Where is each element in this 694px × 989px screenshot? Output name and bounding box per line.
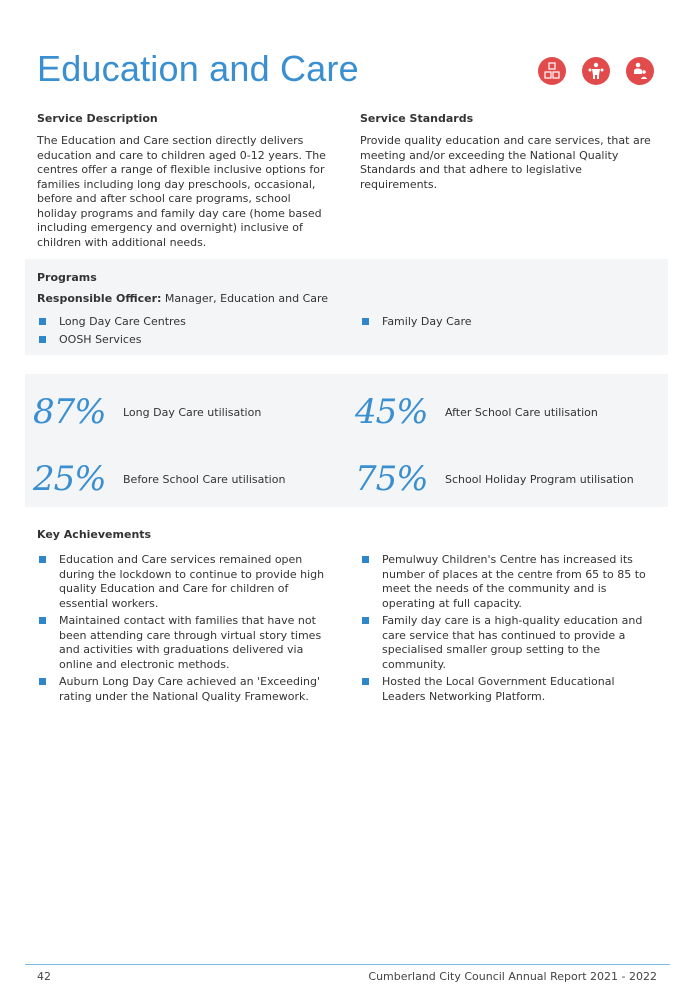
list-item: Maintained contact with families that have not been attending care through virtual story times and activities with graduations delivered via online and electronic methods. (37, 614, 337, 672)
service-description-text: The Education and Care section directly delivers education and care to children aged 0-12 years. The centres offer a range of flexible inclusive options for families including long day preschools, occasional, before and after school care programs, school holiday programs and family day care (home based including emergency and overnight) inclusive of children with additional needs. (37, 134, 326, 249)
bullet-icon (39, 318, 46, 325)
list-item: Hosted the Local Government Educational Leaders Networking Platform. (360, 675, 660, 704)
child-care-icon (626, 57, 654, 85)
bullet-icon (362, 678, 369, 685)
blocks-icon (538, 57, 566, 85)
stat-label: After School Care utilisation (445, 405, 598, 419)
stat-value: 75% (355, 459, 428, 499)
stat-label: Before School Care utilisation (123, 472, 286, 486)
stat-value: 45% (355, 392, 428, 432)
bullet-icon (39, 678, 46, 685)
stat-value: 87% (33, 392, 106, 432)
list-item: Education and Care services remained open during the lockdown to continue to provide high quality Education and Care for children of essential workers. (37, 553, 337, 611)
list-item: Pemulwuy Children's Centre has increased its number of places at the centre from 65 to 85 to meet the needs of the community and is operating at full capacity. (360, 553, 660, 611)
bullet-icon (362, 318, 369, 325)
family-icon (582, 57, 610, 85)
officer-label: Responsible Officer: (37, 292, 162, 305)
key-achievements-heading: Key Achievements (37, 528, 152, 541)
bullet-icon (362, 617, 369, 624)
stats-panel (25, 374, 668, 507)
footer-text: Cumberland City Council Annual Report 2021 - 2022 (368, 970, 657, 983)
footer-divider (25, 964, 670, 965)
service-description-heading: Service Description (37, 112, 158, 125)
list-item: Family day care is a high-quality education and care service that has continued to provide a specialised smaller group setting to the community. (360, 614, 660, 672)
stat-label: Long Day Care utilisation (123, 405, 262, 419)
programs-panel (25, 259, 668, 355)
bullet-icon (362, 556, 369, 563)
stat-value: 25% (33, 459, 106, 499)
programs-heading: Programs (37, 271, 97, 284)
list-item: Auburn Long Day Care achieved an 'Exceeding' rating under the National Quality Framework. (37, 675, 337, 704)
stat-label: School Holiday Program utilisation (445, 472, 634, 486)
stat-before-school-care (33, 459, 285, 499)
list-item: Family Day Care (360, 315, 660, 330)
bullet-icon (39, 617, 46, 624)
stat-school-holiday (355, 459, 634, 499)
header-icons (538, 57, 654, 85)
programs-list-left (37, 315, 337, 350)
service-standards-heading: Service Standards (360, 112, 474, 125)
bullet-icon (39, 336, 46, 343)
service-standards-text: Provide quality education and care services, that are meeting and/or exceeding the National Quality Standards and that adhere to legislative requirements. (360, 134, 651, 191)
officer-value: Manager, Education and Care (161, 292, 329, 305)
key-achievements-list-right (360, 553, 660, 707)
responsible-officer (37, 292, 656, 305)
service-standards (360, 112, 660, 192)
list-item: OOSH Services (37, 333, 337, 348)
key-achievements-list-left (37, 553, 337, 707)
list-item: Long Day Care Centres (37, 315, 337, 330)
page-title: Education and Care (37, 48, 359, 89)
stat-after-school-care (355, 392, 598, 432)
service-description (37, 112, 332, 250)
bullet-icon (39, 556, 46, 563)
programs-list-right (360, 315, 660, 333)
page-number: 42 (37, 970, 51, 983)
stat-long-day-care (33, 392, 261, 432)
